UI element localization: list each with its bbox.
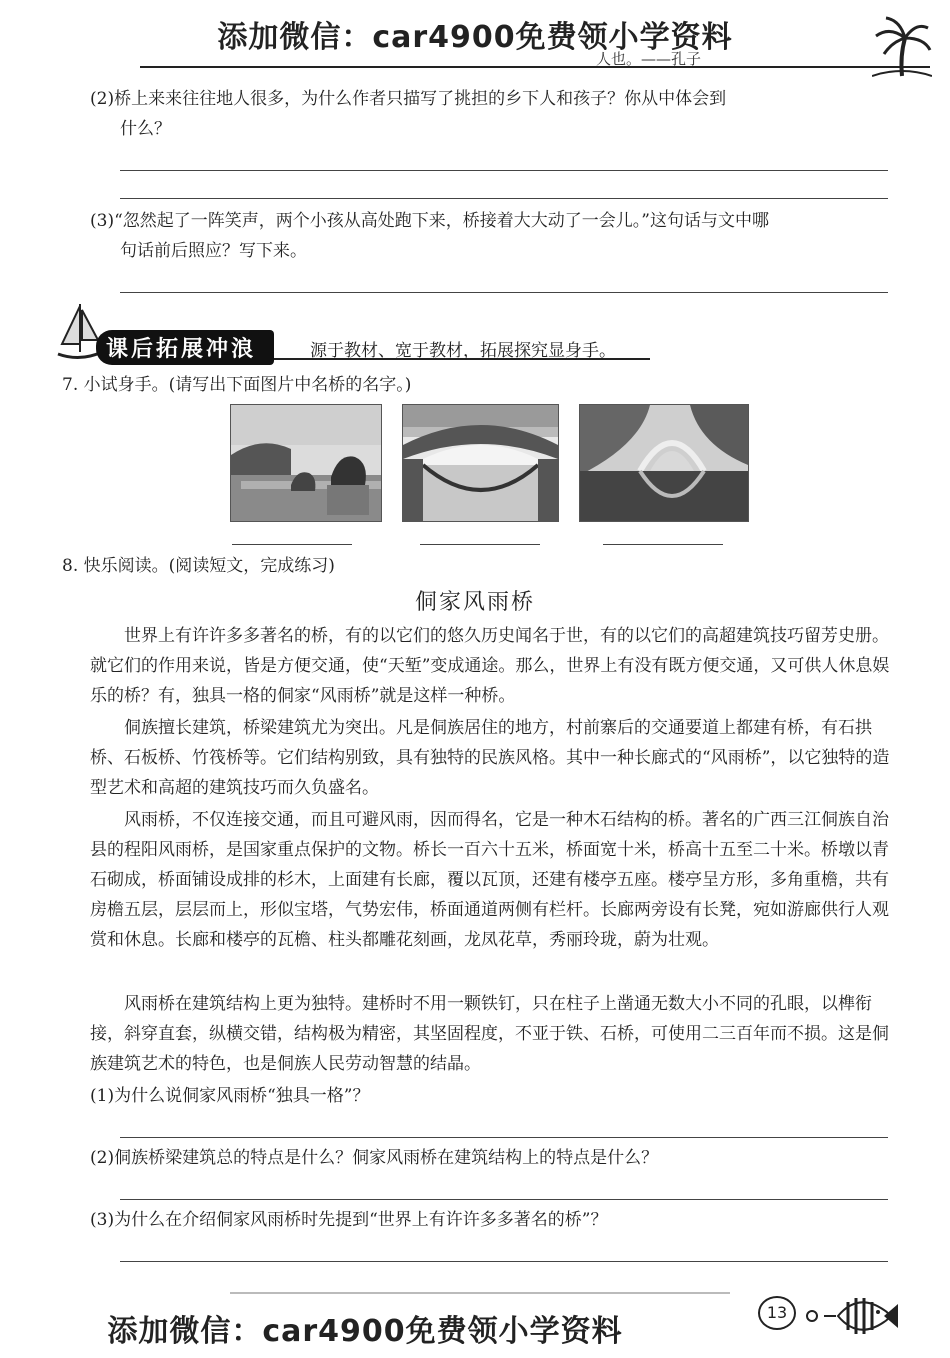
reading-question-1: (1)为什么说侗家风雨桥“独具一格”？ bbox=[90, 1086, 370, 1106]
header-quote: 人也。——孔子 bbox=[596, 50, 702, 68]
section-subtitle: 源于教材、宽于教材，拓展探究显身手。 bbox=[310, 341, 616, 361]
reading-question-3: (3)为什么在介绍侗家风雨桥时先提到“世界上有许许多多著名的桥”？ bbox=[90, 1210, 608, 1230]
fish-icon bbox=[800, 1288, 900, 1340]
footer-watermark: 添加微信：car4900免费领小学资料 bbox=[107, 1314, 623, 1349]
bridge-name-answer-1[interactable] bbox=[232, 544, 352, 545]
article-title: 侗家风雨桥 bbox=[414, 590, 535, 615]
answer-line[interactable] bbox=[120, 1261, 888, 1262]
header-rule bbox=[140, 66, 930, 68]
article-paragraph: 侗族擅长建筑，桥梁建筑尤为突出。凡是侗族居住的地方，村前寨后的交通要道上都建有桥，有石拱桥、石板桥、竹筏桥等。它们结构别致，具有独特的民族风格。其中一种长廊式的“风雨桥”，以它独特的造型艺术和高超的建筑技巧而久负盛名。 bbox=[90, 718, 890, 798]
article-paragraph: 风雨桥在建筑结构上更为独特。建桥时不用一颗铁钉，只在柱子上凿通无数大小不同的孔眼，以榫衔接，斜穿直套，纵横交错，结构极为精密，其坚固程度，不亚于铁、石桥，可使用二三百年而不损。这是侗族建筑艺术的特色，也是侗族人民劳动智慧的结晶。 bbox=[90, 994, 889, 1074]
answer-line[interactable] bbox=[120, 1137, 888, 1138]
question-7: 7. 小试身手。(请写出下面图片中名桥的名字。) bbox=[62, 375, 412, 395]
question-2-line1: (2)桥上来来往往地人很多，为什么作者只描写了挑担的乡下人和孩子？你从中体会到 bbox=[90, 89, 727, 109]
page-number: 13 bbox=[758, 1296, 796, 1330]
question-3-line2: 句话前后照应？写下来。 bbox=[120, 241, 307, 261]
question-8: 8. 快乐阅读。(阅读短文，完成练习) bbox=[62, 556, 335, 576]
reading-question-2: (2)侗族桥梁建筑总的特点是什么？侗家风雨桥在建筑结构上的特点是什么？ bbox=[90, 1148, 659, 1168]
answer-line[interactable] bbox=[120, 170, 888, 171]
bridge-photo-1 bbox=[230, 404, 382, 522]
answer-line[interactable] bbox=[120, 198, 888, 199]
article-paragraph: 世界上有许许多多著名的桥，有的以它们的悠久历史闻名于世，有的以它们的高超建筑技巧留芳史册。就它们的作用来说，皆是方便交通，使“天堑”变成通途。那么，世界上有没有既方便交通，又可供人休息娱乐的桥？有，独具一格的侗家“风雨桥”就是这样一种桥。 bbox=[90, 626, 890, 706]
bridge-photo-3 bbox=[579, 404, 749, 522]
palm-tree-icon bbox=[872, 16, 932, 78]
footer-rule bbox=[230, 1292, 730, 1294]
bridge-name-answer-2[interactable] bbox=[420, 544, 540, 545]
header-watermark: 添加微信：car4900免费领小学资料 bbox=[217, 20, 733, 55]
answer-line[interactable] bbox=[120, 1199, 888, 1200]
bridge-photo-2 bbox=[402, 404, 559, 522]
question-3-line1: (3)“忽然起了一阵笑声，两个小孩从高处跑下来，桥接着大大动了一会儿。”这句话与文中哪 bbox=[90, 211, 769, 231]
bridge-name-answer-3[interactable] bbox=[603, 544, 723, 545]
section-title: 课后拓展冲浪 bbox=[96, 330, 274, 365]
article-paragraph: 风雨桥，不仅连接交通，而且可避风雨，因而得名，它是一种木石结构的桥。著名的广西三江侗族自治县的程阳风雨桥，是国家重点保护的文物。桥长一百六十五米，桥面宽十米，桥高十五至二十米。桥墩以青石砌成，桥面铺设成排的杉木，上面建有长廊，覆以瓦顶，还建有楼亭五座。楼亭呈方形，多角重檐，共有房檐五层，层层而上，形似宝塔，气势宏伟，桥面通道两侧有栏杆。长廊两旁设有长凳，宛如游廊供行人观赏和休息。长廊和楼亭的瓦檐、柱头都雕花刻画，龙凤花草，秀丽玲珑，蔚为壮观。 bbox=[90, 810, 889, 950]
question-2-line2: 什么？ bbox=[120, 119, 171, 139]
answer-line[interactable] bbox=[120, 292, 888, 293]
